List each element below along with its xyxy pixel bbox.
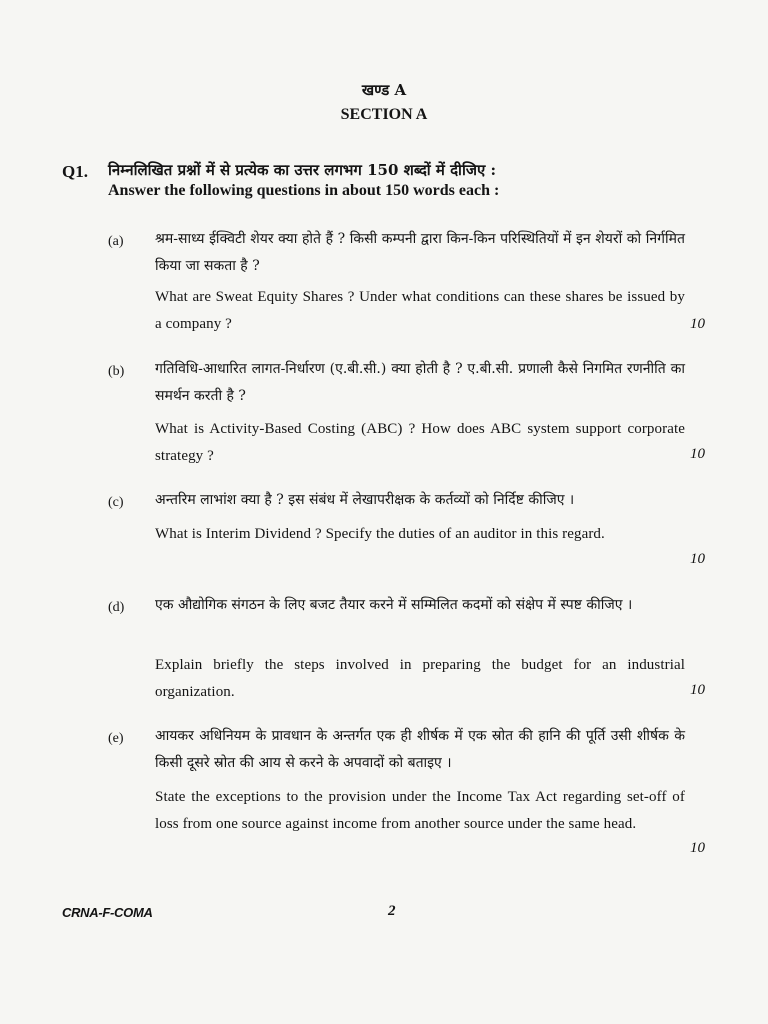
part-text-english: State the exceptions to the provision under the Income Tax Act regarding set-off of loss from one source against income from another source under the same head. [155,789,685,832]
page-number: 2 [388,903,396,919]
part-text-hindi: एक औद्योगिक संगठन के लिए बजट तैयार करने में सम्मिलित कदमों को संक्षेप में स्पष्ट कीजिए । [155,597,633,613]
part-text-english: Explain briefly the steps involved in preparing the budget for an industrial organization. [155,657,685,700]
question-instruction-hindi: निम्नलिखित प्रश्नों में से प्रत्येक का उत्तर लगभग 150 शब्दों में दीजिए : [108,161,497,179]
part-label: (e) [108,731,124,746]
part-marks: 10 [690,840,705,856]
part-text-english: What are Sweat Equity Shares ? Under what conditions can these shares be issued by a company ? [155,289,685,332]
part-text-hindi: श्रम-साध्य ईक्विटी शेयर क्या होते हैं ? किसी कम्पनी द्वारा किन-किन परिस्थितियों में इन शेयरों को निर्गमित किया जा सकता है ? [155,231,685,274]
part-text-english: What is Interim Dividend ? Specify the duties of an auditor in this regard. [155,526,605,542]
part-marks: 10 [690,446,705,462]
part-label: (d) [108,600,125,615]
part-label: (b) [108,364,125,379]
question-number: Q1. [62,162,88,181]
part-marks: 10 [690,551,705,567]
part-text-hindi: आयकर अधिनियम के प्रावधान के अन्तर्गत एक ही शीर्षक में एक स्रोत की हानि की पूर्ति उसी शीर्षक के किसी दूसरे स्रोत की आय से करने के अपवादों को बताइए । [155,728,685,771]
paper-code: CRNA-F-COMA [62,905,153,920]
part-label: (a) [108,234,124,249]
question-instruction-english: Answer the following questions in about 150 words each : [108,182,500,199]
section-title-english: SECTION A [340,106,428,123]
part-marks: 10 [690,682,705,698]
part-marks: 10 [690,316,705,332]
part-text-hindi: अन्तरिम लाभांश क्या है ? इस संबंध में लेखापरीक्षक के कर्तव्यों को निर्दिष्ट कीजिए । [155,492,575,508]
part-label: (c) [108,495,124,510]
section-title-hindi: खण्ड A [361,81,407,99]
part-text-english: What is Activity-Based Costing (ABC) ? How does ABC system support corporate strategy ? [155,421,685,464]
part-text-hindi: गतिविधि-आधारित लागत-निर्धारण (ए.बी.सी.) क्या होती है ? ए.बी.सी. प्रणाली कैसे निगमित रणनीति का समर्थन करती है ? [155,361,685,404]
